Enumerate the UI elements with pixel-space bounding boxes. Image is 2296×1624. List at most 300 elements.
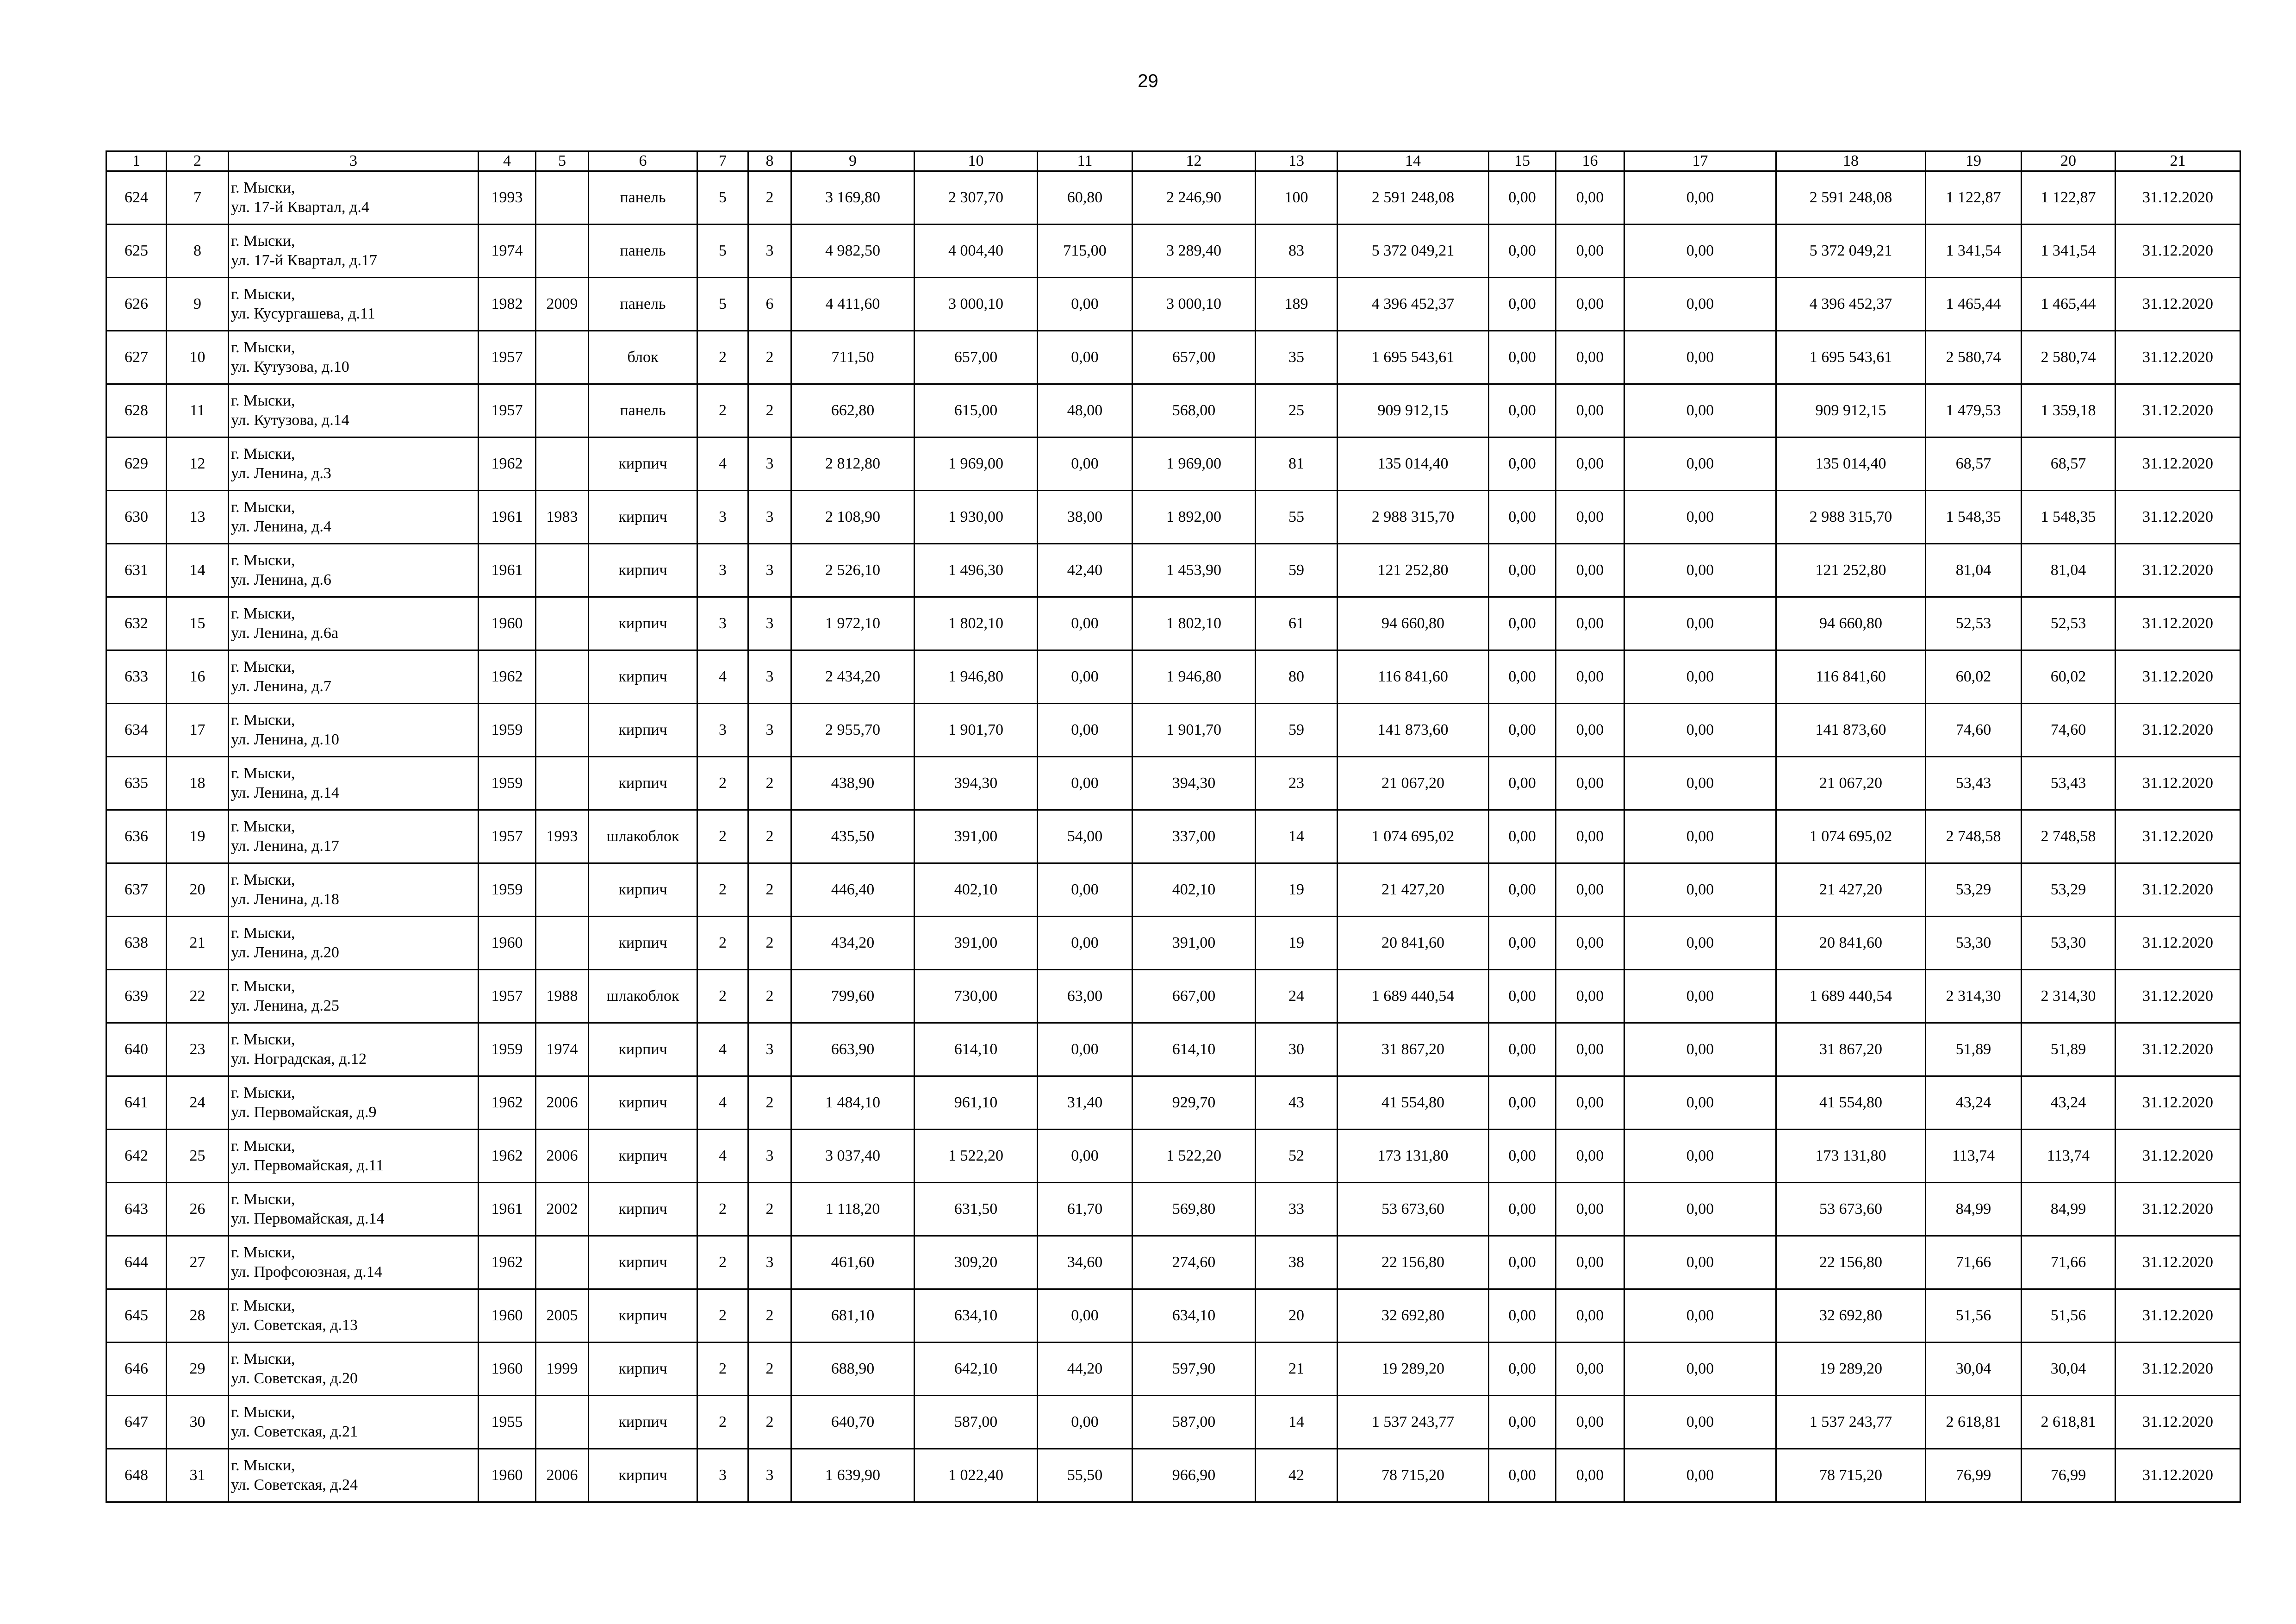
cell-col-14: 94 660,80 <box>1338 597 1489 650</box>
column-number-header: 4 <box>479 151 536 171</box>
cell-col-12: 1 969,00 <box>1132 437 1256 491</box>
cell-col-9: 2 955,70 <box>791 704 915 757</box>
cell-col-11: 0,00 <box>1038 1289 1132 1343</box>
address-city: г. Мыски, <box>231 924 295 942</box>
cell-col-13: 24 <box>1256 970 1338 1023</box>
cell-col-7: 2 <box>697 757 748 810</box>
cell-col-21: 31.12.2020 <box>2116 544 2240 597</box>
cell-col-1: 646 <box>106 1343 167 1396</box>
cell-col-5 <box>536 331 589 384</box>
cell-col-1: 648 <box>106 1449 167 1502</box>
cell-col-21: 31.12.2020 <box>2116 704 2240 757</box>
cell-col-17: 0,00 <box>1624 650 1776 704</box>
cell-col-10: 1 802,10 <box>915 597 1038 650</box>
cell-col-20: 76,99 <box>2022 1449 2116 1502</box>
table-row <box>106 225 2240 278</box>
cell-col-10: 1 946,80 <box>915 650 1038 704</box>
cell-col-6: кирпич <box>589 1289 697 1343</box>
cell-col-4: 1959 <box>479 704 536 757</box>
cell-col-4: 1959 <box>479 757 536 810</box>
cell-col-20: 84,99 <box>2022 1183 2116 1236</box>
cell-col-4: 1961 <box>479 1183 536 1236</box>
cell-col-18: 41 554,80 <box>1776 1076 1926 1130</box>
cell-col-8: 2 <box>748 331 791 384</box>
address-street: ул. Ленина, д.6 <box>231 571 331 588</box>
address-cell <box>229 491 479 544</box>
cell-col-19: 1 341,54 <box>1926 225 2022 278</box>
column-number-header: 13 <box>1256 151 1338 171</box>
cell-col-5 <box>536 1396 589 1449</box>
cell-col-18: 173 131,80 <box>1776 1130 1926 1183</box>
table-row <box>106 970 2240 1023</box>
cell-col-21: 31.12.2020 <box>2116 1343 2240 1396</box>
address-cell <box>229 384 479 437</box>
cell-col-12: 597,90 <box>1132 1343 1256 1396</box>
cell-col-21: 31.12.2020 <box>2116 810 2240 863</box>
cell-col-4: 1960 <box>479 1289 536 1343</box>
cell-col-20: 68,57 <box>2022 437 2116 491</box>
cell-col-15: 0,00 <box>1489 331 1556 384</box>
cell-col-13: 55 <box>1256 491 1338 544</box>
cell-col-12: 2 246,90 <box>1132 171 1256 225</box>
cell-col-7: 3 <box>697 491 748 544</box>
cell-col-13: 81 <box>1256 437 1338 491</box>
cell-col-21: 31.12.2020 <box>2116 437 2240 491</box>
cell-col-7: 5 <box>697 278 748 331</box>
housing-registry-table <box>106 150 2241 1503</box>
cell-col-14: 31 867,20 <box>1338 1023 1489 1076</box>
cell-col-5: 2006 <box>536 1130 589 1183</box>
cell-col-19: 68,57 <box>1926 437 2022 491</box>
cell-col-18: 116 841,60 <box>1776 650 1926 704</box>
address-street: ул. Ленина, д.6а <box>231 625 338 642</box>
address-street: ул. Ленина, д.17 <box>231 837 339 855</box>
address-cell <box>229 1023 479 1076</box>
cell-col-4: 1961 <box>479 544 536 597</box>
cell-col-15: 0,00 <box>1489 650 1556 704</box>
cell-col-2: 9 <box>167 278 229 331</box>
address-street: ул. Ленина, д.10 <box>231 731 339 748</box>
cell-col-18: 32 692,80 <box>1776 1289 1926 1343</box>
address-city: г. Мыски, <box>231 712 295 729</box>
table-row <box>106 1076 2240 1130</box>
cell-col-15: 0,00 <box>1489 1289 1556 1343</box>
address-cell <box>229 171 479 225</box>
cell-col-16: 0,00 <box>1556 331 1624 384</box>
cell-col-10: 391,00 <box>915 810 1038 863</box>
cell-col-9: 4 982,50 <box>791 225 915 278</box>
cell-col-5 <box>536 597 589 650</box>
cell-col-2: 10 <box>167 331 229 384</box>
cell-col-20: 51,56 <box>2022 1289 2116 1343</box>
cell-col-19: 76,99 <box>1926 1449 2022 1502</box>
table-row <box>106 1289 2240 1343</box>
cell-col-14: 32 692,80 <box>1338 1289 1489 1343</box>
cell-col-21: 31.12.2020 <box>2116 278 2240 331</box>
cell-col-12: 1 802,10 <box>1132 597 1256 650</box>
cell-col-21: 31.12.2020 <box>2116 1396 2240 1449</box>
cell-col-21: 31.12.2020 <box>2116 1076 2240 1130</box>
cell-col-4: 1959 <box>479 863 536 917</box>
table-row <box>106 863 2240 917</box>
cell-col-11: 0,00 <box>1038 917 1132 970</box>
cell-col-1: 643 <box>106 1183 167 1236</box>
cell-col-15: 0,00 <box>1489 1236 1556 1289</box>
column-number-header: 15 <box>1489 151 1556 171</box>
cell-col-14: 53 673,60 <box>1338 1183 1489 1236</box>
cell-col-19: 1 479,53 <box>1926 384 2022 437</box>
cell-col-5 <box>536 917 589 970</box>
cell-col-13: 14 <box>1256 810 1338 863</box>
cell-col-14: 1 537 243,77 <box>1338 1396 1489 1449</box>
cell-col-18: 78 715,20 <box>1776 1449 1926 1502</box>
table-row <box>106 1449 2240 1502</box>
cell-col-19: 1 122,87 <box>1926 171 2022 225</box>
cell-col-12: 929,70 <box>1132 1076 1256 1130</box>
address-street: ул. Кутузова, д.10 <box>231 358 349 375</box>
cell-col-9: 4 411,60 <box>791 278 915 331</box>
cell-col-5 <box>536 704 589 757</box>
cell-col-6: панель <box>589 384 697 437</box>
cell-col-18: 135 014,40 <box>1776 437 1926 491</box>
cell-col-17: 0,00 <box>1624 1449 1776 1502</box>
cell-col-9: 461,60 <box>791 1236 915 1289</box>
cell-col-17: 0,00 <box>1624 1130 1776 1183</box>
cell-col-9: 2 526,10 <box>791 544 915 597</box>
cell-col-5: 2009 <box>536 278 589 331</box>
cell-col-7: 4 <box>697 1076 748 1130</box>
page-number: 29 <box>1138 71 1158 91</box>
address-street: ул. Советская, д.20 <box>231 1370 358 1387</box>
cell-col-7: 3 <box>697 704 748 757</box>
cell-col-8: 3 <box>748 1130 791 1183</box>
cell-col-9: 1 639,90 <box>791 1449 915 1502</box>
table-row <box>106 491 2240 544</box>
cell-col-21: 31.12.2020 <box>2116 650 2240 704</box>
address-street: ул. Кусургашева, д.11 <box>231 305 375 322</box>
cell-col-5 <box>536 384 589 437</box>
column-number-header: 12 <box>1132 151 1256 171</box>
cell-col-8: 2 <box>748 384 791 437</box>
cell-col-10: 391,00 <box>915 917 1038 970</box>
cell-col-12: 568,00 <box>1132 384 1256 437</box>
table-row <box>106 1023 2240 1076</box>
column-number-header: 11 <box>1038 151 1132 171</box>
cell-col-7: 2 <box>697 1343 748 1396</box>
cell-col-14: 1 689 440,54 <box>1338 970 1489 1023</box>
cell-col-7: 2 <box>697 810 748 863</box>
cell-col-8: 3 <box>748 1236 791 1289</box>
cell-col-14: 19 289,20 <box>1338 1343 1489 1396</box>
cell-col-16: 0,00 <box>1556 1236 1624 1289</box>
address-street: ул. Первомайская, д.9 <box>231 1104 377 1121</box>
cell-col-14: 78 715,20 <box>1338 1449 1489 1502</box>
cell-col-9: 2 812,80 <box>791 437 915 491</box>
address-city: г. Мыски, <box>231 1084 295 1101</box>
cell-col-4: 1960 <box>479 597 536 650</box>
cell-col-9: 1 118,20 <box>791 1183 915 1236</box>
address-cell <box>229 1183 479 1236</box>
address-cell <box>229 437 479 491</box>
cell-col-7: 2 <box>697 1236 748 1289</box>
cell-col-11: 0,00 <box>1038 1023 1132 1076</box>
cell-col-7: 5 <box>697 225 748 278</box>
column-number-header: 17 <box>1624 151 1776 171</box>
cell-col-15: 0,00 <box>1489 757 1556 810</box>
cell-col-8: 3 <box>748 650 791 704</box>
cell-col-5: 1999 <box>536 1343 589 1396</box>
cell-col-16: 0,00 <box>1556 704 1624 757</box>
cell-col-1: 626 <box>106 278 167 331</box>
address-cell <box>229 810 479 863</box>
address-street: ул. Ленина, д.7 <box>231 678 331 695</box>
cell-col-1: 634 <box>106 704 167 757</box>
cell-col-15: 0,00 <box>1489 171 1556 225</box>
address-cell <box>229 278 479 331</box>
address-street: ул. Ленина, д.4 <box>231 518 331 535</box>
address-cell <box>229 1289 479 1343</box>
cell-col-20: 53,43 <box>2022 757 2116 810</box>
cell-col-8: 2 <box>748 171 791 225</box>
cell-col-1: 642 <box>106 1130 167 1183</box>
cell-col-6: панель <box>589 278 697 331</box>
cell-col-17: 0,00 <box>1624 331 1776 384</box>
table-row <box>106 704 2240 757</box>
cell-col-6: кирпич <box>589 1076 697 1130</box>
cell-col-13: 33 <box>1256 1183 1338 1236</box>
cell-col-14: 4 396 452,37 <box>1338 278 1489 331</box>
cell-col-13: 19 <box>1256 917 1338 970</box>
cell-col-6: кирпич <box>589 1396 697 1449</box>
cell-col-18: 19 289,20 <box>1776 1343 1926 1396</box>
cell-col-14: 2 988 315,70 <box>1338 491 1489 544</box>
cell-col-2: 22 <box>167 970 229 1023</box>
cell-col-12: 3 000,10 <box>1132 278 1256 331</box>
cell-col-5: 1988 <box>536 970 589 1023</box>
table-row <box>106 1343 2240 1396</box>
cell-col-5: 1983 <box>536 491 589 544</box>
address-city: г. Мыски, <box>231 339 295 356</box>
cell-col-16: 0,00 <box>1556 544 1624 597</box>
cell-col-11: 54,00 <box>1038 810 1132 863</box>
cell-col-19: 60,02 <box>1926 650 2022 704</box>
cell-col-12: 569,80 <box>1132 1183 1256 1236</box>
cell-col-18: 4 396 452,37 <box>1776 278 1926 331</box>
cell-col-17: 0,00 <box>1624 491 1776 544</box>
cell-col-20: 30,04 <box>2022 1343 2116 1396</box>
cell-col-19: 30,04 <box>1926 1343 2022 1396</box>
cell-col-2: 11 <box>167 384 229 437</box>
cell-col-14: 173 131,80 <box>1338 1130 1489 1183</box>
cell-col-5 <box>536 757 589 810</box>
cell-col-10: 3 000,10 <box>915 278 1038 331</box>
address-city: г. Мыски, <box>231 1404 295 1421</box>
address-street: ул. Кутузова, д.14 <box>231 412 349 429</box>
cell-col-6: панель <box>589 171 697 225</box>
cell-col-6: кирпич <box>589 650 697 704</box>
cell-col-5: 2002 <box>536 1183 589 1236</box>
cell-col-11: 44,20 <box>1038 1343 1132 1396</box>
table-row <box>106 1396 2240 1449</box>
cell-col-8: 3 <box>748 491 791 544</box>
cell-col-16: 0,00 <box>1556 810 1624 863</box>
cell-col-18: 21 067,20 <box>1776 757 1926 810</box>
cell-col-8: 3 <box>748 437 791 491</box>
cell-col-9: 1 484,10 <box>791 1076 915 1130</box>
cell-col-2: 13 <box>167 491 229 544</box>
cell-col-9: 1 972,10 <box>791 597 915 650</box>
cell-col-21: 31.12.2020 <box>2116 863 2240 917</box>
cell-col-21: 31.12.2020 <box>2116 491 2240 544</box>
cell-col-8: 3 <box>748 225 791 278</box>
cell-col-1: 628 <box>106 384 167 437</box>
cell-col-1: 640 <box>106 1023 167 1076</box>
cell-col-6: кирпич <box>589 1183 697 1236</box>
cell-col-12: 402,10 <box>1132 863 1256 917</box>
cell-col-9: 663,90 <box>791 1023 915 1076</box>
cell-col-10: 4 004,40 <box>915 225 1038 278</box>
address-city: г. Мыски, <box>231 1031 295 1048</box>
cell-col-10: 309,20 <box>915 1236 1038 1289</box>
cell-col-16: 0,00 <box>1556 597 1624 650</box>
cell-col-17: 0,00 <box>1624 704 1776 757</box>
cell-col-9: 662,80 <box>791 384 915 437</box>
cell-col-14: 21 067,20 <box>1338 757 1489 810</box>
cell-col-8: 2 <box>748 810 791 863</box>
address-cell <box>229 917 479 970</box>
cell-col-16: 0,00 <box>1556 757 1624 810</box>
cell-col-19: 81,04 <box>1926 544 2022 597</box>
address-city: г. Мыски, <box>231 1191 295 1208</box>
cell-col-15: 0,00 <box>1489 810 1556 863</box>
cell-col-12: 657,00 <box>1132 331 1256 384</box>
cell-col-7: 4 <box>697 437 748 491</box>
cell-col-4: 1960 <box>479 1343 536 1396</box>
cell-col-13: 100 <box>1256 171 1338 225</box>
cell-col-19: 53,30 <box>1926 917 2022 970</box>
table-row <box>106 437 2240 491</box>
cell-col-15: 0,00 <box>1489 970 1556 1023</box>
cell-col-14: 5 372 049,21 <box>1338 225 1489 278</box>
cell-col-8: 2 <box>748 1289 791 1343</box>
address-cell <box>229 544 479 597</box>
cell-col-20: 2 580,74 <box>2022 331 2116 384</box>
cell-col-10: 631,50 <box>915 1183 1038 1236</box>
cell-col-19: 53,29 <box>1926 863 2022 917</box>
cell-col-16: 0,00 <box>1556 384 1624 437</box>
cell-col-6: кирпич <box>589 917 697 970</box>
column-number-header: 6 <box>589 151 697 171</box>
cell-col-15: 0,00 <box>1489 384 1556 437</box>
cell-col-18: 1 689 440,54 <box>1776 970 1926 1023</box>
cell-col-11: 61,70 <box>1038 1183 1132 1236</box>
cell-col-6: кирпич <box>589 863 697 917</box>
address-cell <box>229 650 479 704</box>
cell-col-13: 20 <box>1256 1289 1338 1343</box>
cell-col-17: 0,00 <box>1624 1236 1776 1289</box>
address-city: г. Мыски, <box>231 1297 295 1314</box>
address-city: г. Мыски, <box>231 871 295 888</box>
column-number-header: 9 <box>791 151 915 171</box>
cell-col-11: 48,00 <box>1038 384 1132 437</box>
cell-col-10: 1 496,30 <box>915 544 1038 597</box>
cell-col-18: 121 252,80 <box>1776 544 1926 597</box>
cell-col-15: 0,00 <box>1489 225 1556 278</box>
cell-col-8: 2 <box>748 1183 791 1236</box>
cell-col-6: кирпич <box>589 704 697 757</box>
cell-col-4: 1957 <box>479 331 536 384</box>
cell-col-10: 1 022,40 <box>915 1449 1038 1502</box>
address-city: г. Мыски, <box>231 1350 295 1368</box>
cell-col-4: 1960 <box>479 917 536 970</box>
cell-col-15: 0,00 <box>1489 1183 1556 1236</box>
cell-col-16: 0,00 <box>1556 225 1624 278</box>
cell-col-6: кирпич <box>589 597 697 650</box>
cell-col-16: 0,00 <box>1556 917 1624 970</box>
cell-col-13: 19 <box>1256 863 1338 917</box>
cell-col-4: 1982 <box>479 278 536 331</box>
cell-col-12: 1 892,00 <box>1132 491 1256 544</box>
address-street: ул. Советская, д.24 <box>231 1476 358 1493</box>
cell-col-12: 966,90 <box>1132 1449 1256 1502</box>
cell-col-10: 730,00 <box>915 970 1038 1023</box>
cell-col-10: 614,10 <box>915 1023 1038 1076</box>
cell-col-2: 7 <box>167 171 229 225</box>
cell-col-6: кирпич <box>589 1343 697 1396</box>
cell-col-21: 31.12.2020 <box>2116 331 2240 384</box>
address-street: ул. Ленина, д.25 <box>231 997 339 1014</box>
address-city: г. Мыски, <box>231 605 295 622</box>
cell-col-11: 31,40 <box>1038 1076 1132 1130</box>
cell-col-6: кирпич <box>589 544 697 597</box>
cell-col-15: 0,00 <box>1489 1023 1556 1076</box>
table-row <box>106 278 2240 331</box>
cell-col-17: 0,00 <box>1624 1396 1776 1449</box>
cell-col-2: 21 <box>167 917 229 970</box>
cell-col-19: 2 580,74 <box>1926 331 2022 384</box>
cell-col-19: 113,74 <box>1926 1130 2022 1183</box>
address-street: ул. Ленина, д.3 <box>231 465 331 482</box>
cell-col-2: 29 <box>167 1343 229 1396</box>
cell-col-17: 0,00 <box>1624 171 1776 225</box>
address-street: ул. Первомайская, д.11 <box>231 1157 384 1174</box>
cell-col-20: 51,89 <box>2022 1023 2116 1076</box>
cell-col-6: кирпич <box>589 757 697 810</box>
cell-col-17: 0,00 <box>1624 1023 1776 1076</box>
table-row <box>106 650 2240 704</box>
cell-col-17: 0,00 <box>1624 597 1776 650</box>
cell-col-2: 17 <box>167 704 229 757</box>
table-row <box>106 917 2240 970</box>
cell-col-10: 634,10 <box>915 1289 1038 1343</box>
cell-col-1: 630 <box>106 491 167 544</box>
cell-col-4: 1957 <box>479 384 536 437</box>
cell-col-16: 0,00 <box>1556 650 1624 704</box>
cell-col-1: 624 <box>106 171 167 225</box>
cell-col-6: блок <box>589 331 697 384</box>
cell-col-11: 0,00 <box>1038 704 1132 757</box>
address-city: г. Мыски, <box>231 1457 295 1474</box>
cell-col-12: 3 289,40 <box>1132 225 1256 278</box>
address-cell <box>229 225 479 278</box>
cell-col-9: 435,50 <box>791 810 915 863</box>
cell-col-20: 1 341,54 <box>2022 225 2116 278</box>
address-cell <box>229 331 479 384</box>
address-cell <box>229 863 479 917</box>
cell-col-2: 18 <box>167 757 229 810</box>
cell-col-13: 30 <box>1256 1023 1338 1076</box>
cell-col-1: 638 <box>106 917 167 970</box>
